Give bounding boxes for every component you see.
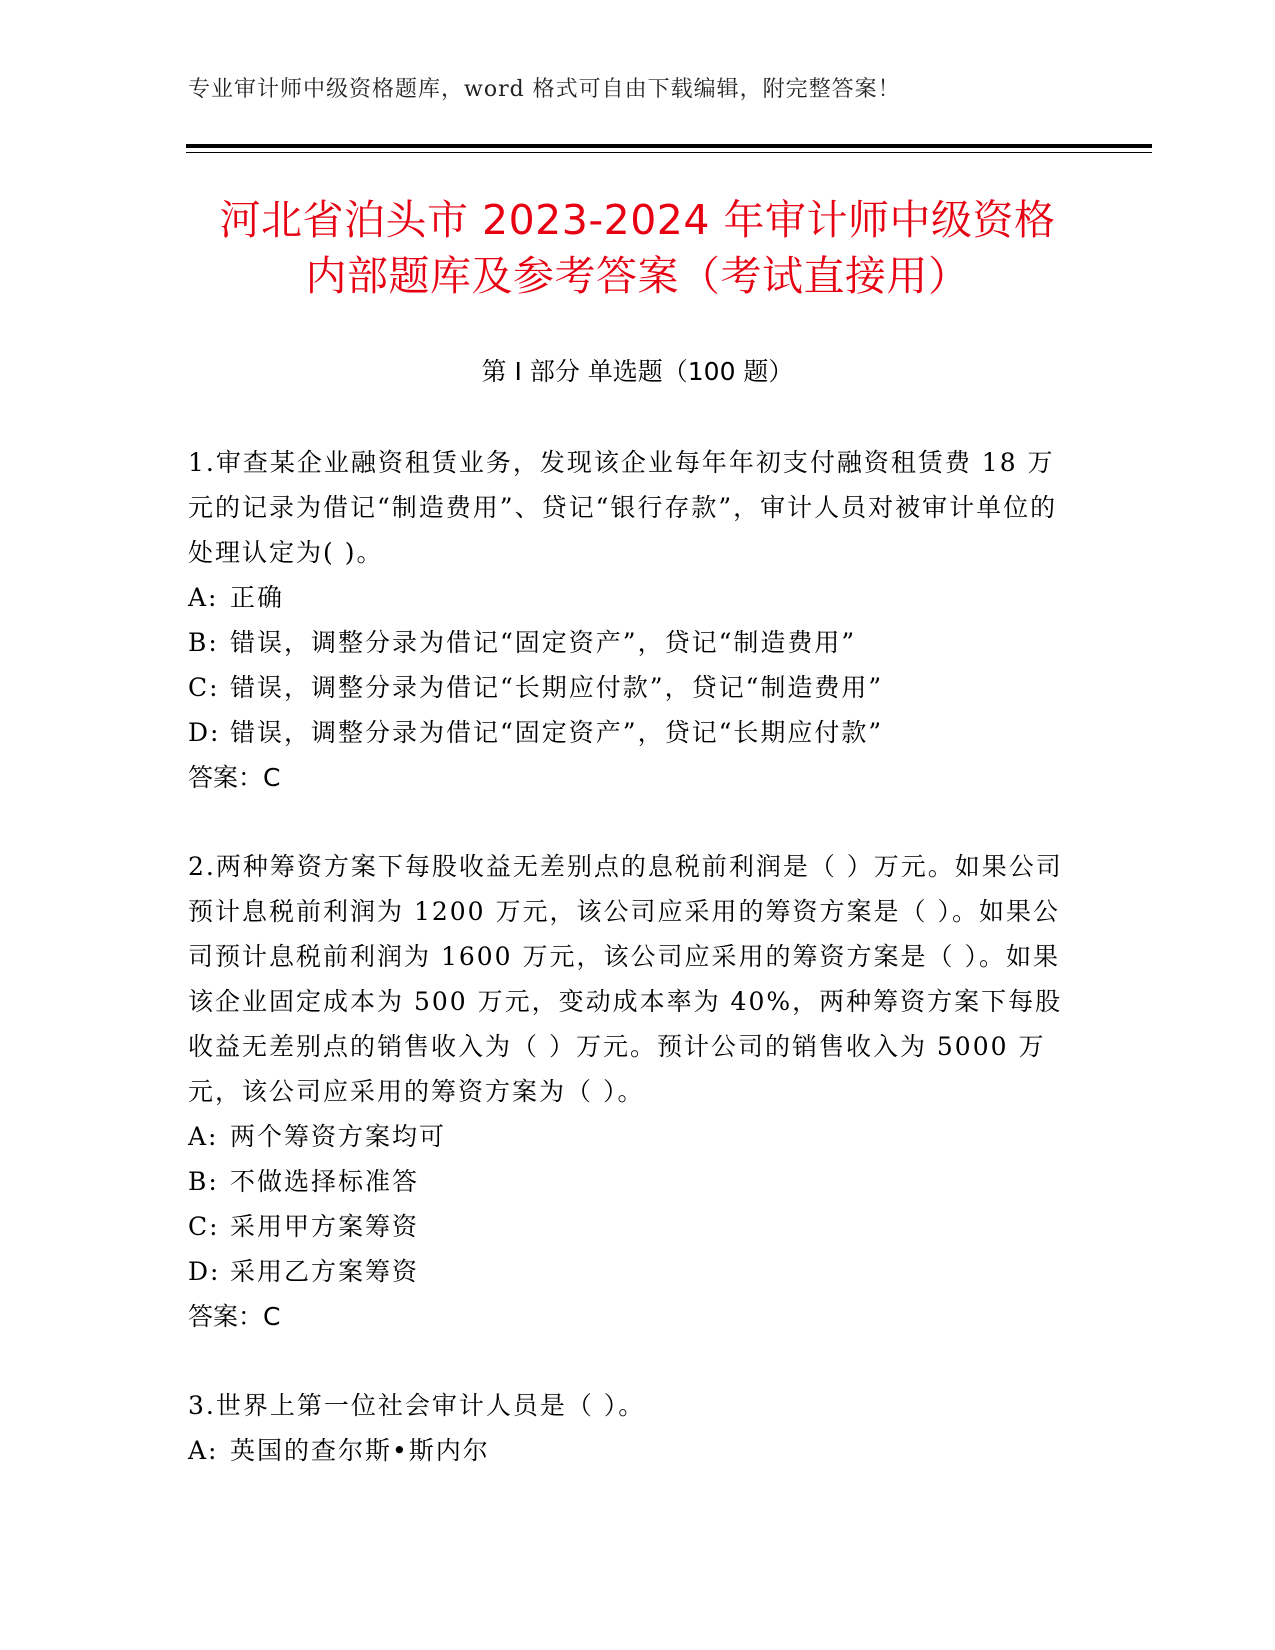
option-key: A: [188,1122,219,1151]
option-a [188,575,1068,620]
option-key: C: [188,1212,220,1241]
question-stem: 1.审查某企业融资租赁业务，发现该企业每年年初支付融资租赁费 18 万元的记录为借记“制造费用”、贷记“银行存款”，审计人员对被审计单位的处理认定为( )。 [188,448,1058,567]
option-key: A: [188,583,219,612]
option-c [188,665,1068,710]
option-key: C: [188,673,220,702]
option-text: 采用乙方案筹资 [230,1257,420,1286]
question-list [188,440,1068,1517]
option-a [188,1114,1068,1159]
document-title-line-2: 内部题库及参考答案（考试直接用） [305,252,970,300]
option-text: 两个筹资方案均可 [230,1122,447,1151]
option-key: D: [188,718,221,747]
option-b [188,620,1068,665]
question-1 [188,440,1068,800]
option-key: D: [188,1257,221,1286]
option-key: B: [188,1167,219,1196]
question-3 [188,1383,1068,1473]
answer-line: 答案：C [188,763,281,792]
document-title [150,192,1125,304]
question-stem: 2.两种筹资方案下每股收益无差别点的息税前利润是（ ）万元。如果公司预计息税前利润为 1200 万元，该公司应采用的筹资方案是（ ）。如果公司预计息税前利润为 1600 万元，该公司应采用的筹资方案是（ ）。如果该企业固定成本为 500 万元，变动成本率为 40%，两种筹资方案下每股收益无差别点的销售收入为（ ）万元。预计公司的销售收入为 5000 万元，该公司应采用的筹资方案为（ ）。 [188,852,1063,1106]
option-d [188,1249,1068,1294]
option-a [188,1428,1068,1473]
running-header: 专业审计师中级资格题库，word 格式可自由下载编辑，附完整答案！ [188,77,901,102]
option-key: B: [188,628,219,657]
question-2 [188,844,1068,1339]
option-b [188,1159,1068,1204]
option-text: 英国的查尔斯•斯内尔 [230,1436,490,1465]
option-key: A: [188,1436,219,1465]
option-text: 错误，调整分录为借记“固定资产”，贷记“长期应付款” [230,718,884,747]
answer-line: 答案：C [188,1302,281,1331]
option-text: 采用甲方案筹资 [230,1212,420,1241]
option-text: 正确 [230,583,285,612]
option-c [188,1204,1068,1249]
option-text: 不做选择标准答 [230,1167,420,1196]
option-text: 错误，调整分录为借记“固定资产”，贷记“制造费用” [230,628,857,657]
document-title-line-1: 河北省泊头市 2023-2024 年审计师中级资格 [219,196,1056,244]
header-rule-thick [186,144,1152,148]
question-stem: 3.世界上第一位社会审计人员是（ ）。 [188,1391,646,1420]
option-d [188,710,1068,755]
header-rule-thin [186,152,1152,153]
section-heading: 第 I 部分 单选题（100 题） [481,357,794,386]
option-text: 错误，调整分录为借记“长期应付款”，贷记“制造费用” [230,673,884,702]
